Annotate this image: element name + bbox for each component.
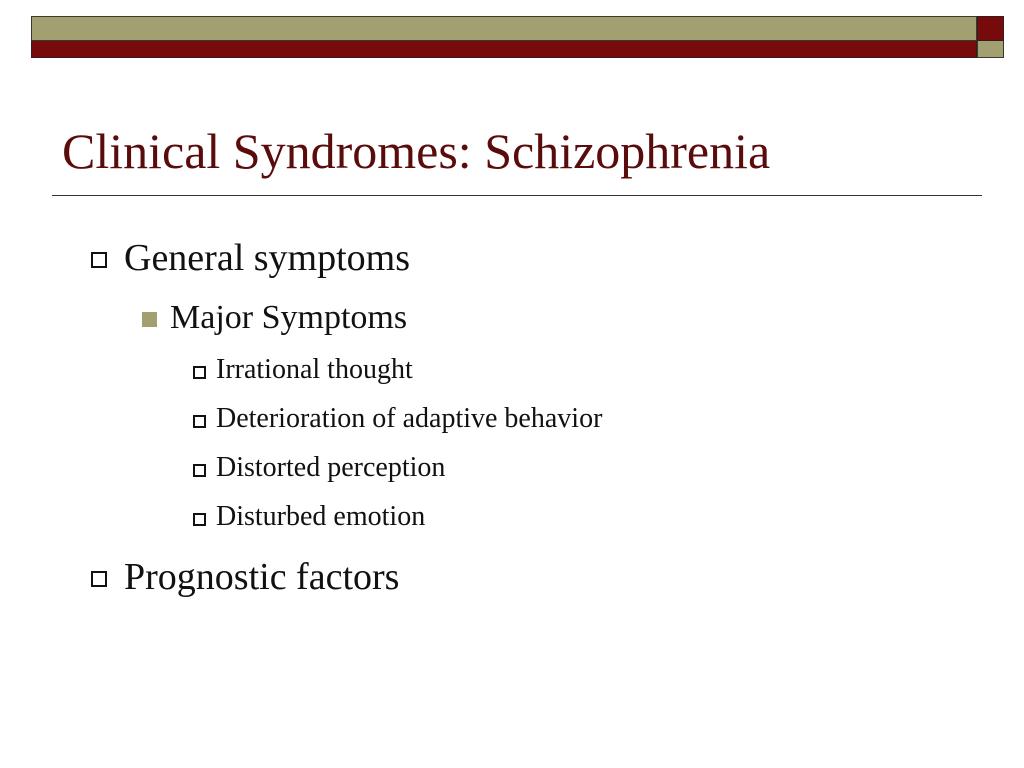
title-divider (52, 195, 982, 196)
bullet-disturbed-emotion: Disturbed emotion (216, 501, 426, 532)
hollow-square-bullet-icon (193, 464, 206, 477)
bullet-major-symptoms: Major Symptoms (170, 299, 408, 336)
hollow-square-bullet-icon (91, 252, 107, 268)
bullet-irrational-thought: Irrational thought (216, 354, 413, 385)
bullet-deterioration-adaptive-behavior: Deterioration of adaptive behavior (216, 403, 603, 434)
header-square-olive (977, 41, 1004, 58)
header-square-maroon (977, 16, 1004, 41)
hollow-square-bullet-icon (91, 571, 107, 587)
header-bar-maroon (31, 41, 977, 58)
slide-title: Clinical Syndromes: Schizophrenia (62, 123, 771, 179)
hollow-square-bullet-icon (193, 366, 206, 379)
hollow-square-bullet-icon (193, 415, 206, 428)
solid-square-bullet-icon (142, 312, 157, 327)
header-bar-olive (31, 16, 977, 41)
hollow-square-bullet-icon (193, 513, 206, 526)
bullet-distorted-perception: Distorted perception (216, 452, 446, 483)
bullet-prognostic-factors: Prognostic factors (124, 556, 400, 598)
bullet-general-symptoms: General symptoms (124, 237, 411, 279)
